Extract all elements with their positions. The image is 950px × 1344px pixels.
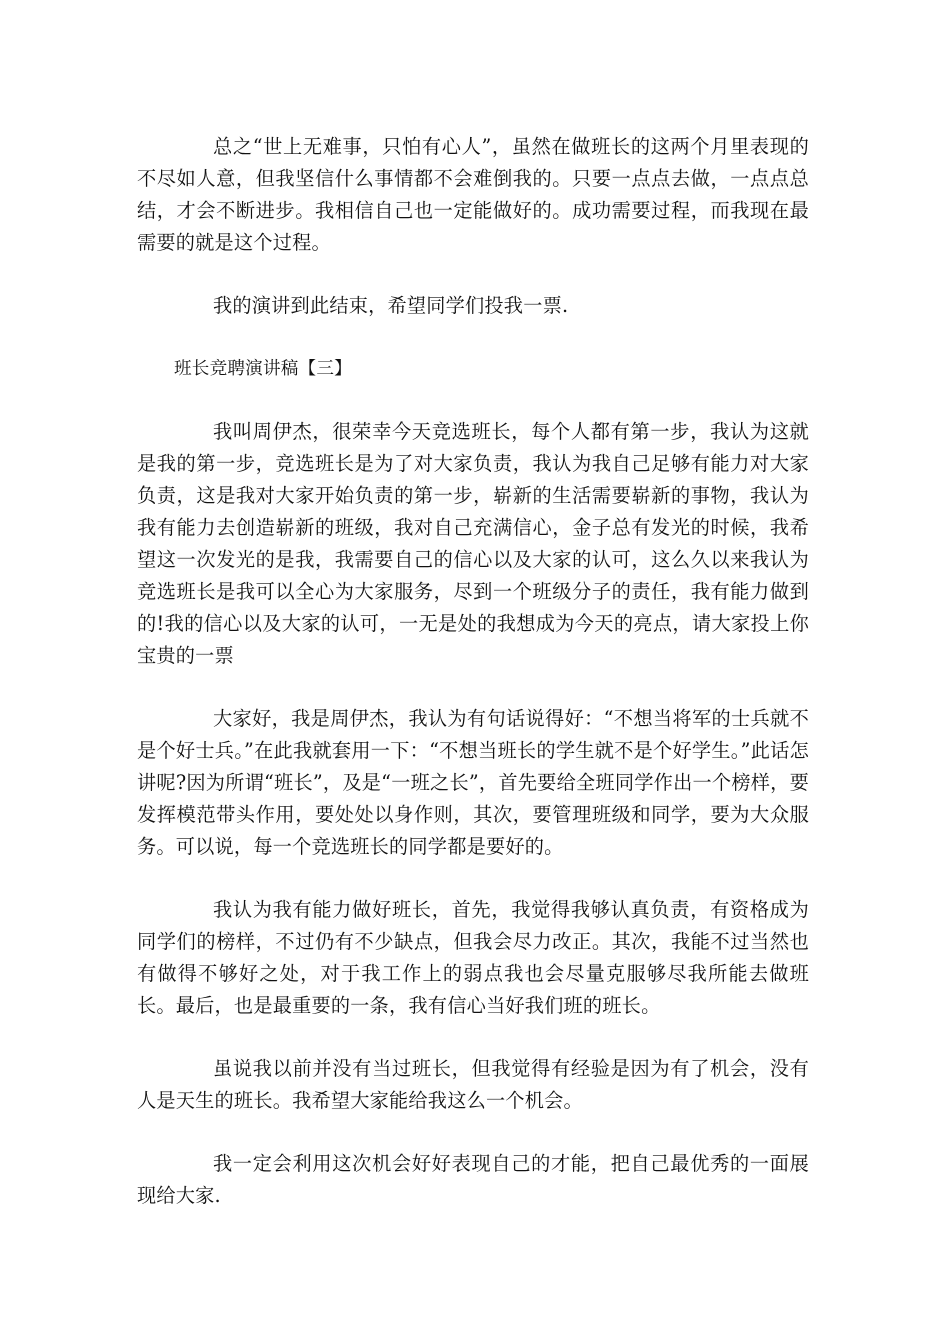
paragraph-intro: 我叫周伊杰，很荣幸今天竞选班长，每个人都有第一步，我认为这就是我的第一步，竞选班长是为了对大家负责，我认为我自己足够有能力对大家负责，这是我对大家开始负责的第一步，崭新的生活需要崭新的事物，我认为我有能力去创造崭新的班级，我对自己充满信心，金子总有发光的时候，我希望这一次发光的是我，我需要自己的信心以及大家的认可，这么久以来我认为竞选班长是我可以全心为大家服务，尽到一个班级分子的责任，我有能力做到的!我的信心以及大家的认可，一无是处的我想成为今天的亮点，请大家投上你宝贵的一票 bbox=[137, 420, 809, 667]
paragraph-closing: 我的演讲到此结束，希望同学们投我一票. bbox=[213, 294, 569, 317]
paragraph-ability: 我认为我有能力做好班长，首先，我觉得我够认真负责，有资格成为同学们的榜样，不过仍有不少缺点，但我会尽力改正。其次，我能不过当然也有做得不够好之处，对于我工作上的弱点我也会尽量克服够尽我所能去做班长。最后，也是最重要的一条，我有信心当好我们班的班长。 bbox=[137, 898, 809, 1017]
section-heading: 班长竞聘演讲稿【三】 bbox=[174, 359, 352, 379]
paragraph-experience: 虽说我以前并没有当过班长，但我觉得有经验是因为有了机会，没有人是天生的班长。我希望大家能给我这么一个机会。 bbox=[137, 1057, 809, 1112]
paragraph-greeting: 大家好，我是周伊杰，我认为有句话说得好：“不想当将军的士兵就不是个好士兵。”在此我就套用一下：“不想当班长的学生就不是个好学生。”此话怎讲呢?因为所谓“班长”，及是“一班之长”，首先要给全班同学作出一个榜样，要发挥模范带头作用，要处处以身作则，其次，要管理班级和同学，要为大众服务。可以说，每一个竞选班长的同学都是要好的。 bbox=[137, 707, 809, 858]
paragraph-conclusion: 总之“世上无难事，只怕有心人”，虽然在做班长的这两个月里表现的不尽如人意，但我坚信什么事情都不会难倒我的。只要一点点去做，一点点总结，才会不断进步。我相信自己也一定能做好的。成功需要过程，而我现在最需要的就是这个过程。 bbox=[137, 135, 809, 254]
document-page bbox=[137, 131, 809, 1243]
paragraph-final: 我一定会利用这次机会好好表现自己的才能，把自己最优秀的一面展现给大家. bbox=[137, 1152, 809, 1207]
